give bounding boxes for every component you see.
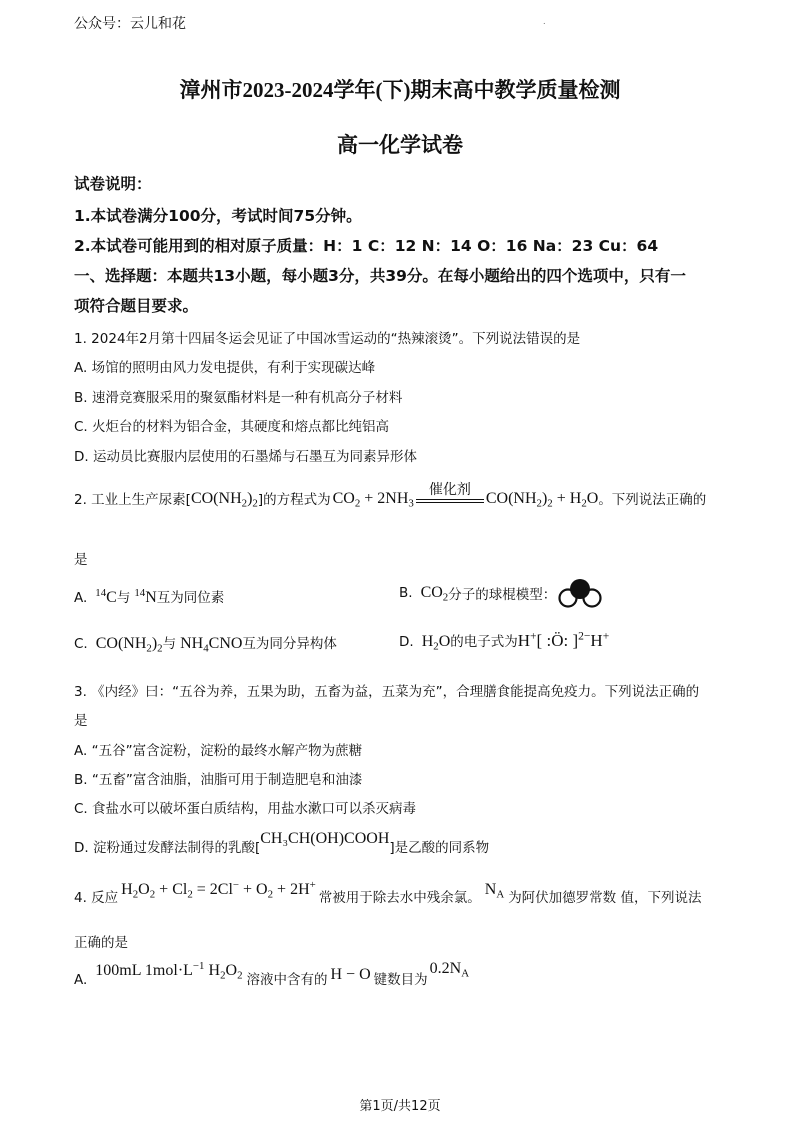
- q1-option-d: D. 运动员比赛服内层使用的石墨烯与石墨互为同素异形体: [74, 449, 417, 465]
- q3-option-b: B. “五畜”富含油脂，油脂可用于制造肥皂和油漆: [74, 772, 363, 788]
- q2-stem-mid: ]的方程式为: [257, 492, 331, 508]
- q3-lactic-acid-formula: CH₃CH(OH)COOH: [260, 830, 390, 847]
- notes-heading: 试卷说明：: [74, 175, 152, 193]
- watermark-text: 公众号：云儿和花: [74, 16, 186, 32]
- q2-option-d: [399, 630, 609, 651]
- q4-na-symbol: $N_A$: [484, 881, 505, 901]
- q3-option-d: [74, 828, 489, 856]
- section-heading-line-1: 一、选择题：本题共13小题，每小题3分，共39分。在每小题给出的四个选项中，只有一: [74, 267, 686, 285]
- exam-title: 漳州市2023-2024学年(下)期末高中教学质量检测: [179, 78, 621, 102]
- q2-products: $CO(NH_2)_2 + H_2O$: [485, 490, 599, 510]
- section-heading-line-2: 项符合题目要求。: [74, 297, 199, 315]
- q1-stem: 1. 2024年2月第十四届冬运会见证了中国冰雪运动的“热辣滚烫”。下列说法错误的是: [74, 331, 581, 347]
- q2-option-d-text: 的电子式为: [450, 634, 518, 650]
- q3-option-d-end: ]是乙酸的同系物: [389, 840, 490, 856]
- notes-item-2: 2.本试卷可能用到的相对原子质量：H：1 C：12 N：14 O：16 Na：23 Cu：64: [74, 237, 659, 255]
- q2-equal-arrow: [416, 499, 484, 503]
- q4-option-a: [74, 958, 469, 988]
- page-number: 第1页/共12页: [359, 1099, 441, 1114]
- q2-option-a-text2: 互为同位素: [156, 590, 225, 606]
- q2-option-b: [399, 576, 604, 610]
- q2-c14: $^{14}$C: [95, 587, 117, 606]
- q2-stem: [74, 468, 706, 508]
- q1-option-b: B. 速滑竞赛服采用的聚氨酯材料是一种有机高分子材料: [74, 390, 403, 406]
- q4-solution: 100mL $1mol\cdot L^{-1}$ $H_2O_2$: [95, 960, 243, 982]
- q3-stem: 3. 《内经》曰：“五谷为养，五果为助，五畜为益，五菜为充”，合理膳食能提高免疫力。下列说法正确的: [74, 684, 700, 700]
- q3-option-c: C. 食盐水可以破坏蛋白质结构，用盐水漱口可以杀灭病毒: [74, 801, 417, 817]
- q2-urea-formula: $CO(NH_2)_2$: [190, 490, 258, 510]
- exam-subtitle: 高一化学试卷: [337, 133, 463, 157]
- q2-stem-start: 2. 工业上生产尿素[: [74, 492, 191, 508]
- q2-n14: $^{14}$N: [134, 587, 157, 606]
- q2-option-c: [74, 632, 337, 653]
- q2-option-a: [74, 586, 224, 607]
- q2-stem-end: 。下列说法正确的: [598, 492, 707, 508]
- q4-option-a-text1: 溶液中含有的: [246, 972, 328, 988]
- q4-option-a-label: A.: [74, 972, 88, 988]
- q3-stem-continued: 是: [74, 713, 88, 729]
- q1-option-a: A. 场馆的照明由风力发电提供，有利于实现碳达峰: [74, 360, 376, 376]
- q2-option-c-text1: 与: [162, 636, 177, 652]
- q2-urea: $CO(NH_2)_2$: [95, 635, 163, 655]
- q3-option-a: A. “五谷”富含淀粉，淀粉的最终水解产物为蔗糖: [74, 743, 363, 759]
- corner-mark: .: [543, 17, 546, 26]
- q2-option-c-text2: 互为同分异构体: [242, 636, 337, 652]
- q2-nh4cno: $NH_4CNO$: [180, 635, 243, 655]
- q4-stem-mid: 常被用于除去水中残余氯。: [318, 890, 481, 906]
- q4-stem-start: 4. 反应: [74, 890, 119, 906]
- q4-ho-bond: H − O: [330, 966, 371, 983]
- q2-reaction-arrow: [416, 483, 484, 508]
- q4-stem-end: 为阿伏加德罗常数 值，下列说法: [508, 890, 702, 906]
- q2-option-d-label: D.: [399, 634, 414, 650]
- q2-co2: $CO_2$: [420, 584, 449, 604]
- q2-stem-continued: 是: [74, 552, 88, 568]
- q2-option-a-text1: 与: [116, 590, 131, 606]
- q2-option-b-label: B.: [399, 585, 413, 601]
- q4-option-a-text2: 键数目为: [373, 972, 428, 988]
- q1-option-c: C. 火炬台的材料为铝合金，其硬度和熔点都比纯铝高: [74, 419, 390, 435]
- q4-stem-continued: 正确的是: [74, 935, 128, 951]
- q2-h2o: $H_2O$: [421, 633, 451, 653]
- q2-option-b-text: 分子的球棍模型：: [448, 587, 557, 603]
- q2-reactants: $CO_2 + 2NH_3$: [332, 490, 414, 510]
- q4-bond-count: $0.2N_A$: [429, 960, 470, 980]
- q2-catalyst-label: 催化剂: [428, 482, 471, 498]
- q2-option-c-label: C.: [74, 636, 88, 652]
- q4-stem: [74, 876, 701, 906]
- q4-equation: $H_2O_2 + Cl_2 = 2Cl^- + O_2 + 2H^+$: [121, 879, 316, 901]
- q2-option-a-label: A.: [74, 590, 88, 606]
- q3-option-d-start: D. 淀粉通过发酵法制得的乳酸[: [74, 840, 261, 856]
- co2-ball-stick-model-icon: [556, 576, 604, 610]
- q2-electron-formula: H+[ :Ö: ]$^{2-}$H+: [517, 629, 610, 650]
- notes-item-1: 1.本试卷满分100分，考试时间75分钟。: [74, 207, 362, 225]
